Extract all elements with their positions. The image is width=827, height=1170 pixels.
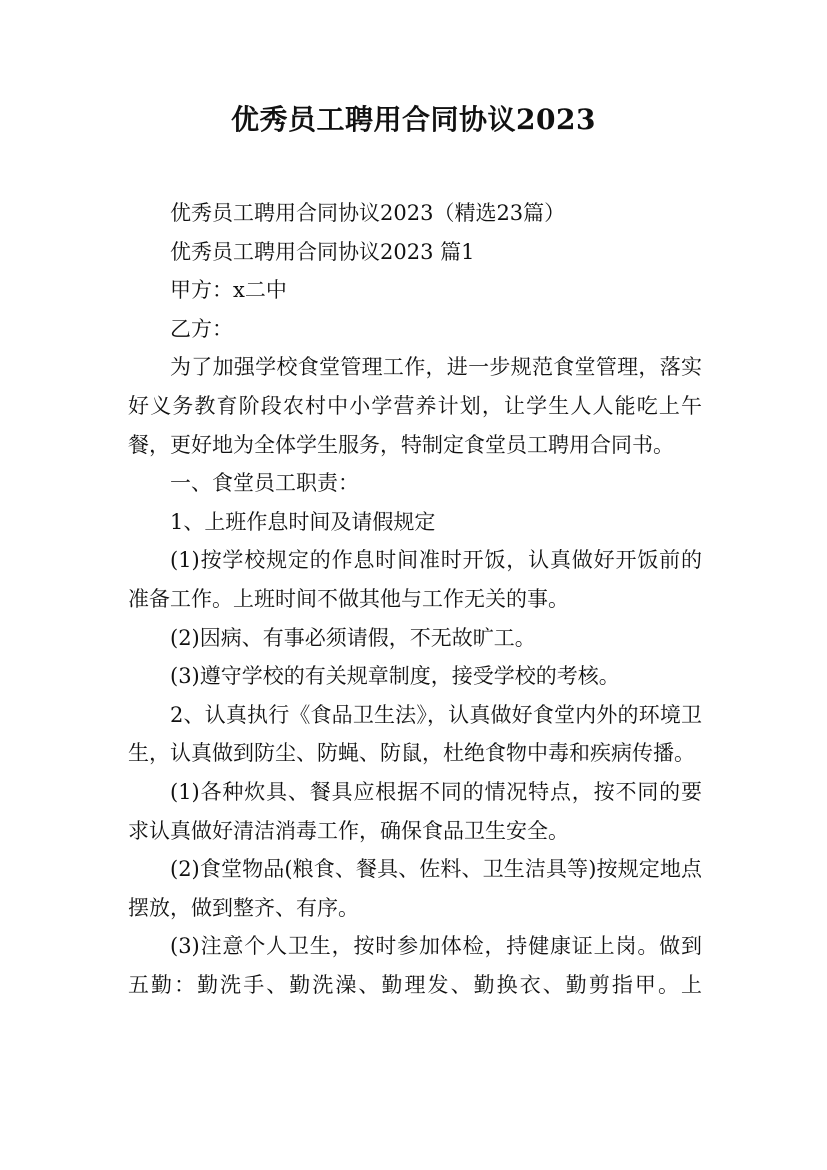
subtitle-paragraph: 优秀员工聘用合同协议2023（精选23篇） bbox=[170, 201, 566, 225]
clause-paragraph: (2)因病、有事必须请假，不无故旷工。 bbox=[170, 625, 536, 650]
party-a-line: 甲方：x二中 bbox=[170, 278, 287, 303]
clause-paragraph: (1)按学校规定的作息时间准时开饭，认真做好开饭前的准备工作。上班时间不做其他与工作无关的事。 bbox=[128, 548, 702, 611]
clause-paragraph: (1)各种炊具、餐具应根据不同的情况特点，按不同的要求认真做好清洁消毒工作，确保食品卫生安全。 bbox=[128, 779, 702, 843]
item-paragraph-2: 2、认真执行《食品卫生法》，认真做好食堂内外的环境卫生，认真做到防尘、防蝇、防鼠，杜绝食物中毒和疾病传播。 bbox=[128, 702, 702, 766]
document-title: 优秀员工聘用合同协议2023 bbox=[231, 103, 596, 136]
duties-heading: 一、食堂员工职责： bbox=[170, 471, 359, 496]
clause-paragraph: (3)注意个人卫生，按时参加体检，持健康证上岗。做到五勤：勤洗手、勤洗澡、勤理发、勤换衣、勤剪指甲。上 bbox=[128, 934, 702, 997]
party-b-line: 乙方： bbox=[170, 316, 233, 341]
intro-paragraph: 为了加强学校食堂管理工作，进一步规范食堂管理，落实好义务教育阶段农村中小学营养计划，让学生人人能吃上午餐，更好地为全体学生服务，特制定食堂员工聘用合同书。 bbox=[128, 355, 702, 457]
section-heading: 优秀员工聘用合同协议2023 篇1 bbox=[170, 239, 475, 264]
item-heading-1: 1、上班作息时间及请假规定 bbox=[170, 509, 436, 534]
clause-paragraph: (3)遵守学校的有关规章制度，接受学校的考核。 bbox=[170, 664, 620, 689]
clause-paragraph: (2)食堂物品(粮食、餐具、佐料、卫生洁具等)按规定地点摆放，做到整齐、有序。 bbox=[128, 857, 702, 920]
document-body bbox=[128, 194, 702, 1004]
